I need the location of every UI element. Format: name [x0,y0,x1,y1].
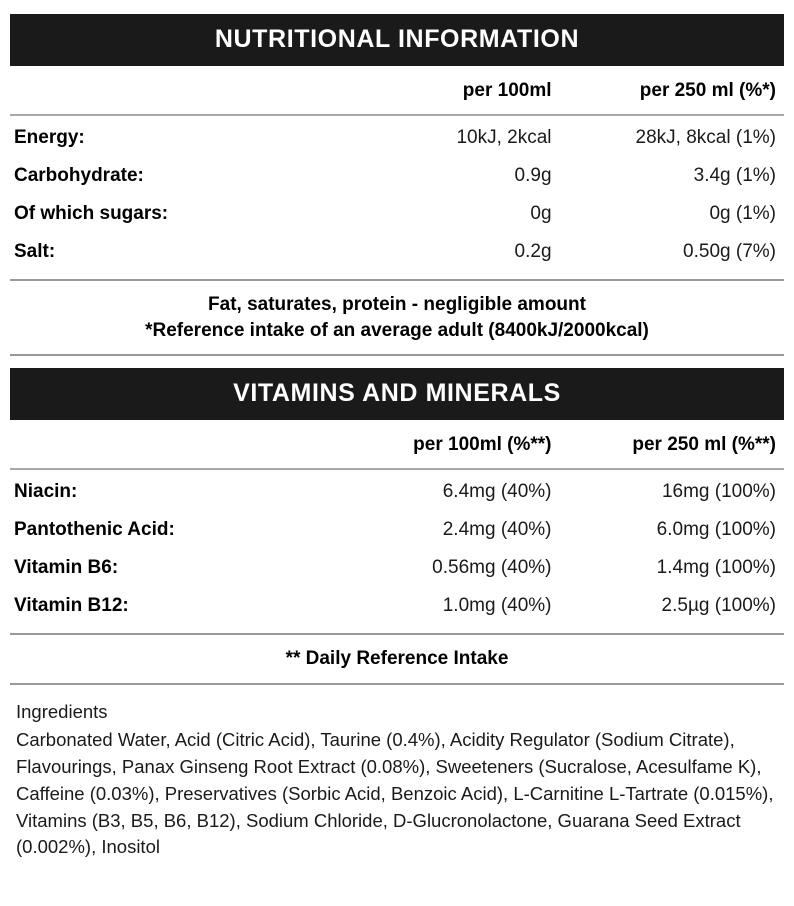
nutrition-header-blank [10,66,351,115]
nutrition-row-per100: 10kJ, 2kcal [456,127,552,148]
nutrition-row-per100: 0g [530,203,552,224]
nutrition-notes [10,281,784,354]
nutritional-information-banner: NUTRITIONAL INFORMATION [10,14,784,66]
vitamins-row-per100: 1.0mg (40%) [442,595,552,617]
table-row [10,157,784,195]
vitamins-table-header-row [10,420,784,469]
nutrition-note-negligible: Fat, saturates, protein - negligible amount [208,294,586,315]
vitamins-header-per-100ml: per 100ml (%**) [351,420,560,469]
nutrition-table-header-row [10,66,784,115]
vitamins-header-per-250ml: per 250 ml (%**) [560,420,784,469]
nutrition-header-per-100ml: per 100ml [351,66,560,115]
vitamins-and-minerals-banner: VITAMINS AND MINERALS [10,368,784,420]
table-row [10,115,784,157]
nutrition-row-per250: 0.50g (7%) [683,241,776,262]
nutrition-header-per-250ml: per 250 ml (%*) [560,66,784,115]
vitamins-row-per250: 1.4mg (100%) [656,557,776,579]
nutrition-row-label: Carbohydrate: [14,165,144,186]
table-row [10,511,784,549]
ingredients-text: Carbonated Water, Acid (Citric Acid), Taurine (0.4%), Acidity Regulator (Sodium Citrate), Flavourings, Panax Ginseng Root Extract (0.08%), Sweeteners (Sucralose, Acesulfame K), Caffeine (0.03%), Preservatives (Sorbic Acid, Benzoic Acid), L-Carnitine L-Tartrate (0.015%), Vitamins (B3, B5, B6, B12), Sodium Chloride, D-Glucronolactone, Guarana Seed Extract (0.002%), Inositol [16,729,774,858]
vitamins-row-per250: 2.5µg (100%) [661,595,776,617]
vitamins-row-per100: 2.4mg (40%) [442,519,552,541]
ingredients-title: Ingredients [16,701,108,723]
nutrition-row-per250: 28kJ, 8kcal (1%) [635,127,776,148]
vitamins-row-label: Vitamin B6: [14,557,119,579]
daily-reference-intake-note: ** Daily Reference Intake [285,648,509,670]
nutrition-row-per250: 3.4g (1%) [693,165,776,186]
vitamins-row-label: Pantothenic Acid: [14,519,175,541]
vitamins-row-per250: 16mg (100%) [661,481,776,503]
vitamins-row-label: Vitamin B12: [14,595,129,617]
vitamins-table [10,420,784,625]
nutrition-row-label: Of which sugars: [14,203,169,224]
vitamins-header-blank [10,420,351,469]
nutrition-row-label: Salt: [14,241,56,262]
nutrition-table [10,66,784,271]
nutrition-row-per100: 0.9g [514,165,552,186]
vitamins-row-label: Niacin: [14,481,78,503]
ingredients-section [10,685,784,861]
nutrition-note-reference-intake: *Reference intake of an average adult (8400kJ/2000kcal) [145,319,649,341]
vitamins-row-per100: 0.56mg (40%) [432,557,552,579]
vitamins-row-per250: 6.0mg (100%) [656,519,776,541]
nutrition-row-label: Energy: [14,127,85,148]
table-row [10,469,784,511]
table-row [10,587,784,625]
table-row [10,233,784,271]
table-row [10,549,784,587]
table-row [10,195,784,233]
vitamins-row-per100: 6.4mg (40%) [442,481,552,503]
nutrition-row-per250: 0g (1%) [709,203,776,224]
nutrition-row-per100: 0.2g [514,241,552,262]
